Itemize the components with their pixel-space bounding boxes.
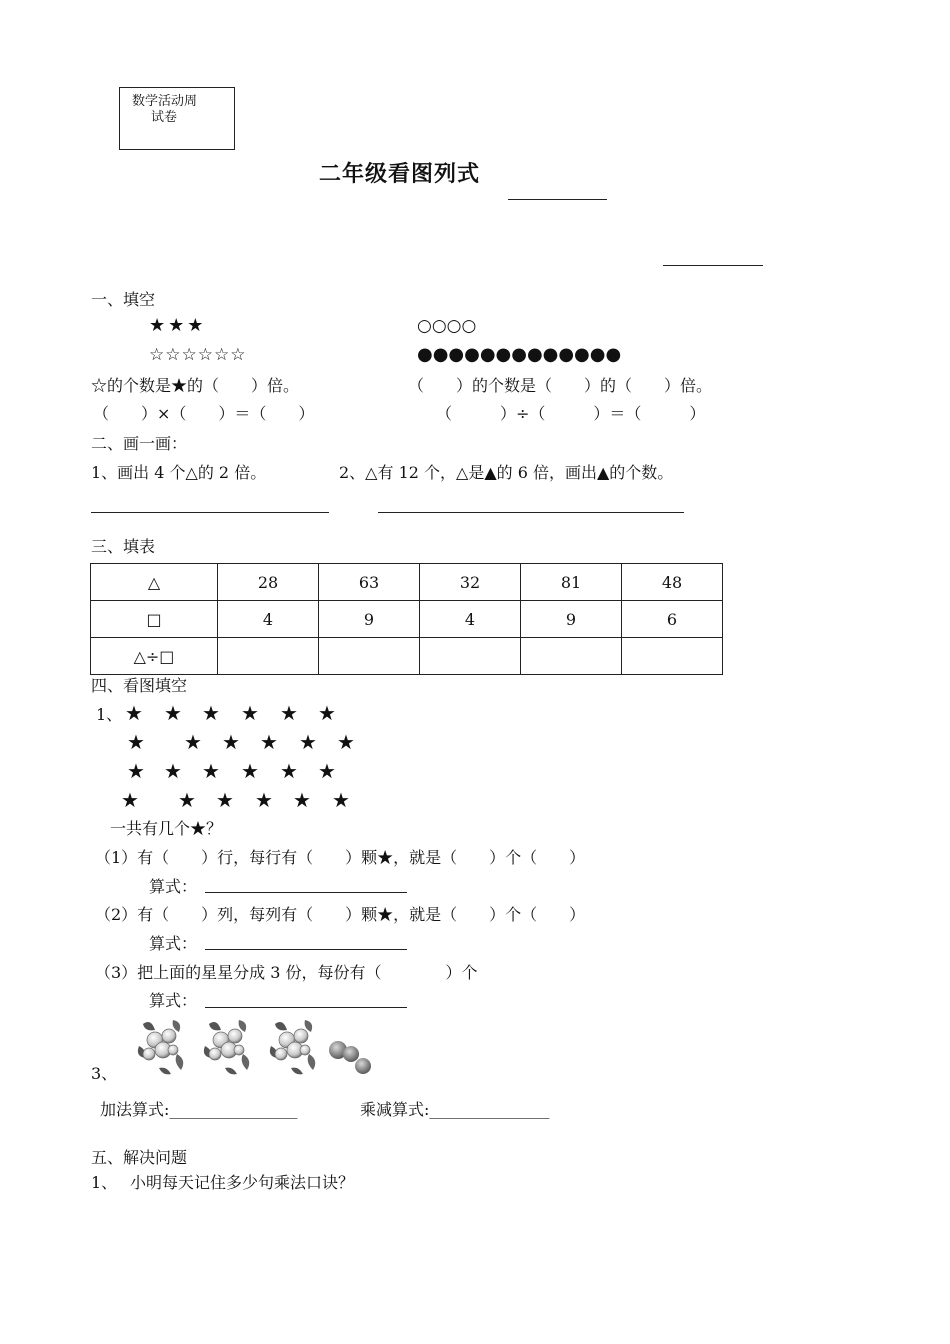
- star-icon: ★: [280, 701, 298, 725]
- draw-line-2: [378, 512, 684, 513]
- section4-part3: （3）把上面的星星分成 3 份，每份有（ ）个: [95, 963, 478, 982]
- table-cell: 4: [218, 601, 319, 638]
- section2-heading: 二、画一画：: [91, 434, 188, 453]
- star-icon: ★: [202, 701, 220, 725]
- table-cell: 9: [521, 601, 622, 638]
- star-icon: ★: [164, 759, 182, 783]
- section4-part1: （1）有（ ）行，每行有（ ）颗★，就是（ ）个（ ）: [95, 848, 586, 867]
- section5-q1-number: 1、: [91, 1173, 118, 1192]
- addition-formula: 加法算式:________________: [100, 1100, 298, 1119]
- multiplication-formula: 乘减算式:_______________: [360, 1100, 550, 1119]
- table-answer-cell[interactable]: [622, 638, 723, 675]
- black-circles: ●●●●●●●●●●●●●: [417, 344, 622, 365]
- table-answer-cell[interactable]: [218, 638, 319, 675]
- star-icon: ★: [127, 759, 145, 783]
- section1-heading: 一、填空: [91, 290, 156, 309]
- section4-question: 一共有几个★？: [110, 819, 223, 838]
- header-box-line1: 数学活动周: [132, 94, 198, 109]
- section2-q2: 2、△有 12 个，△是▲的 6 倍，画出▲的个数。: [339, 463, 674, 482]
- white-circles: ○○○○: [417, 316, 477, 336]
- formula-label-3: 算式：: [149, 991, 198, 1010]
- section4-part2: （2）有（ ）列，每列有（ ）颗★，就是（ ）个（ ）: [95, 905, 586, 924]
- header-box-line2: 试卷: [151, 110, 178, 125]
- fruit-flower-illustration: [133, 1016, 378, 1078]
- section4-heading: 四、看图填空: [91, 676, 188, 695]
- section1-equation-left: （ ）×（ ）＝（ ）: [93, 404, 315, 423]
- section1-question-right: （ ）的个数是（ ）的（ ）倍。: [408, 376, 713, 395]
- star-icon: ★: [260, 730, 278, 754]
- table-cell: □: [91, 601, 218, 638]
- star-icon: ★: [318, 701, 336, 725]
- star-icon: ★: [178, 788, 196, 812]
- table-cell: 9: [319, 601, 420, 638]
- star-icon: ★: [299, 730, 317, 754]
- table-answer-cell[interactable]: [521, 638, 622, 675]
- star-icon: ★: [202, 759, 220, 783]
- section2-q1: 1、画出 4 个△的 2 倍。: [91, 463, 267, 482]
- star-icon: ★: [127, 730, 145, 754]
- black-stars: ★★★: [149, 315, 207, 336]
- star-icon: ★: [216, 788, 234, 812]
- section4-q3-prefix: 3、: [91, 1064, 118, 1083]
- table-cell: 32: [420, 564, 521, 601]
- page-title: 二年级看图列式: [319, 162, 481, 187]
- table-cell: △: [91, 564, 218, 601]
- table-answer-cell[interactable]: [420, 638, 521, 675]
- star-icon: ★: [318, 759, 336, 783]
- table-cell: 4: [420, 601, 521, 638]
- star-icon: ★: [255, 788, 273, 812]
- table-row: [91, 564, 723, 601]
- draw-line-1: [91, 512, 329, 513]
- formula-label-2: 算式：: [149, 934, 198, 953]
- white-stars: ☆☆☆☆☆☆: [149, 345, 247, 365]
- title-underline: [508, 199, 607, 200]
- table-cell: 63: [319, 564, 420, 601]
- header-box: [119, 87, 235, 150]
- star-icon: ★: [222, 730, 240, 754]
- star-icon: ★: [241, 701, 259, 725]
- star-icon: ★: [280, 759, 298, 783]
- fill-table: [90, 563, 723, 675]
- table-cell: 6: [622, 601, 723, 638]
- formula-line-3: [205, 1007, 407, 1008]
- table-row: [91, 601, 723, 638]
- star-icon: ★: [121, 788, 139, 812]
- section5-q1-text: 小明每天记住多少句乘法口诀？: [130, 1173, 355, 1192]
- section3-heading: 三、填表: [91, 537, 156, 556]
- section1-equation-right: （ ）÷（ ）＝（ ）: [436, 404, 706, 423]
- section1-question-left: ☆的个数是★的（ ）倍。: [91, 376, 300, 395]
- table-answer-cell[interactable]: [319, 638, 420, 675]
- star-icon: ★: [125, 701, 143, 725]
- table-cell: 81: [521, 564, 622, 601]
- table-cell: 28: [218, 564, 319, 601]
- table-cell: △÷□: [91, 638, 218, 675]
- star-icon: ★: [293, 788, 311, 812]
- star-icon: ★: [332, 788, 350, 812]
- score-underline: [663, 265, 763, 266]
- section5-heading: 五、解决问题: [91, 1148, 188, 1167]
- formula-line-1: [205, 892, 407, 893]
- section4-q1-prefix: 1、: [96, 705, 123, 724]
- table-row: [91, 638, 723, 675]
- table-cell: 48: [622, 564, 723, 601]
- star-icon: ★: [184, 730, 202, 754]
- formula-label-1: 算式：: [149, 877, 198, 896]
- star-icon: ★: [241, 759, 259, 783]
- formula-line-2: [205, 949, 407, 950]
- star-icon: ★: [337, 730, 355, 754]
- star-icon: ★: [164, 701, 182, 725]
